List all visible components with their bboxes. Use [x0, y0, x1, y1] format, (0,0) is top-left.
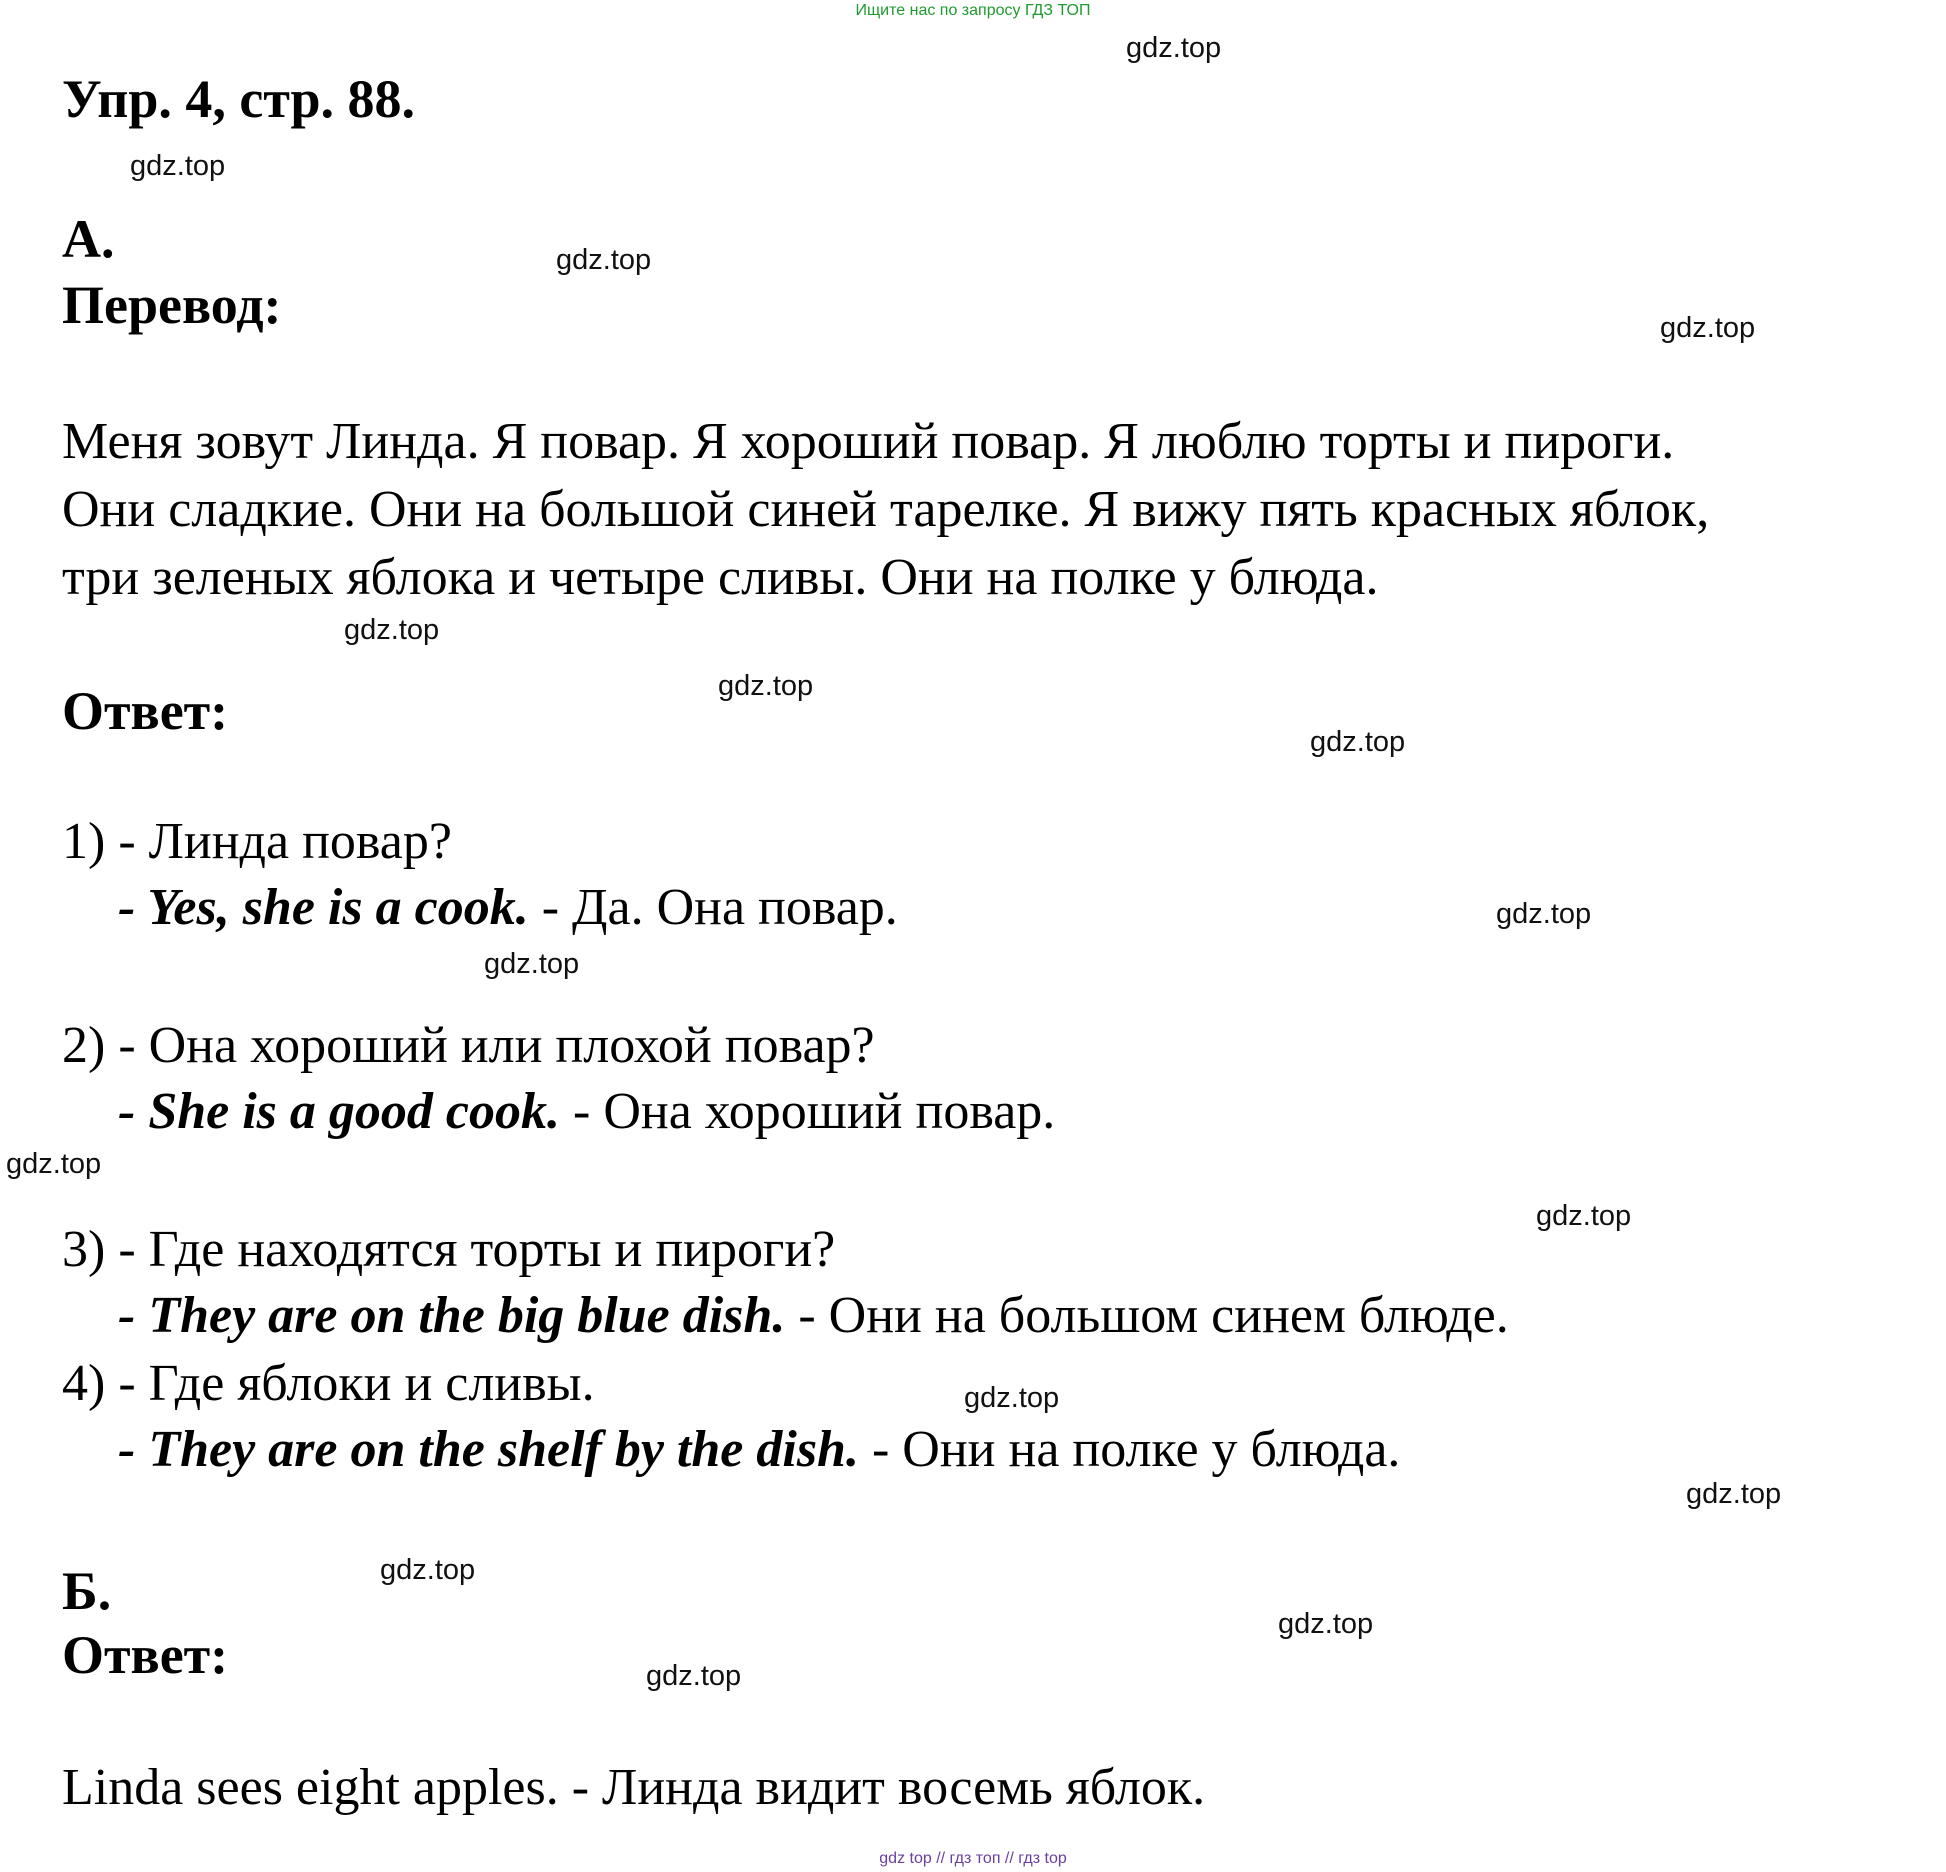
final-answer-line: Linda sees eight apples. - Линда видит восемь яблок.	[62, 1759, 1206, 1816]
watermark: gdz.top	[556, 244, 652, 276]
watermark: gdz.top	[718, 670, 814, 702]
answer-4-russian: - Они на полке у блюда.	[858, 1421, 1401, 1478]
watermark: gdz.top	[1126, 32, 1222, 64]
page-title: Упр. 4, стр. 88.	[62, 69, 416, 129]
question-3: 3) - Где находятся торты и пироги?	[62, 1221, 836, 1278]
section-b-label: Б.	[62, 1561, 112, 1621]
watermark: gdz.top	[484, 948, 580, 980]
translation-heading: Перевод:	[62, 275, 282, 335]
watermark: gdz.top	[130, 150, 226, 182]
answer-3	[118, 1286, 1509, 1345]
answer-2	[118, 1082, 1055, 1141]
watermark: gdz.top	[1686, 1478, 1782, 1510]
watermark: gdz.top	[6, 1148, 102, 1180]
watermark: gdz.top	[1310, 726, 1406, 758]
watermark: gdz.top	[964, 1382, 1060, 1414]
watermark: gdz.top	[1496, 898, 1592, 930]
answer-2-english: - She is a good cook.	[118, 1083, 560, 1140]
translation-line-3: три зеленых яблока и четыре сливы. Они на полке у блюда.	[62, 549, 1379, 606]
answer-1-russian: - Да. Она повар.	[528, 879, 898, 936]
answer-1-english: - Yes, she is a cook.	[118, 879, 529, 936]
bottom-watermark-note: gdz top // гдз топ // гдз top	[879, 1850, 1067, 1867]
answer-3-russian: - Они на большом синем блюде.	[785, 1287, 1509, 1344]
question-4: 4) - Где яблоки и сливы.	[62, 1355, 595, 1412]
question-2: 2) - Она хороший или плохой повар?	[62, 1017, 875, 1074]
answer-2-russian: - Она хороший повар.	[560, 1083, 1056, 1140]
translation-line-1: Меня зовут Линда. Я повар. Я хороший повар. Я люблю торты и пироги.	[62, 413, 1675, 470]
section-a-label: А.	[62, 209, 115, 269]
question-1: 1) - Линда повар?	[62, 813, 452, 870]
answer-heading-b: Ответ:	[62, 1625, 229, 1685]
watermark: gdz.top	[1536, 1200, 1632, 1232]
watermark: gdz.top	[646, 1660, 742, 1692]
watermark: gdz.top	[1278, 1608, 1374, 1640]
answer-4-english: - They are on the shelf by the dish.	[118, 1421, 859, 1478]
answer-1	[118, 878, 898, 937]
answer-4	[118, 1420, 1400, 1479]
answer-3-english: - They are on the big blue dish.	[118, 1287, 786, 1344]
watermark: gdz.top	[1660, 312, 1756, 344]
translation-line-2: Они сладкие. Они на большой синей тарелке. Я вижу пять красных яблок,	[62, 481, 1710, 538]
top-search-note: Ищите нас по запросу ГДЗ ТОП	[855, 2, 1091, 19]
watermark: gdz.top	[344, 614, 440, 646]
answer-heading: Ответ:	[62, 681, 229, 741]
watermark: gdz.top	[380, 1554, 476, 1586]
